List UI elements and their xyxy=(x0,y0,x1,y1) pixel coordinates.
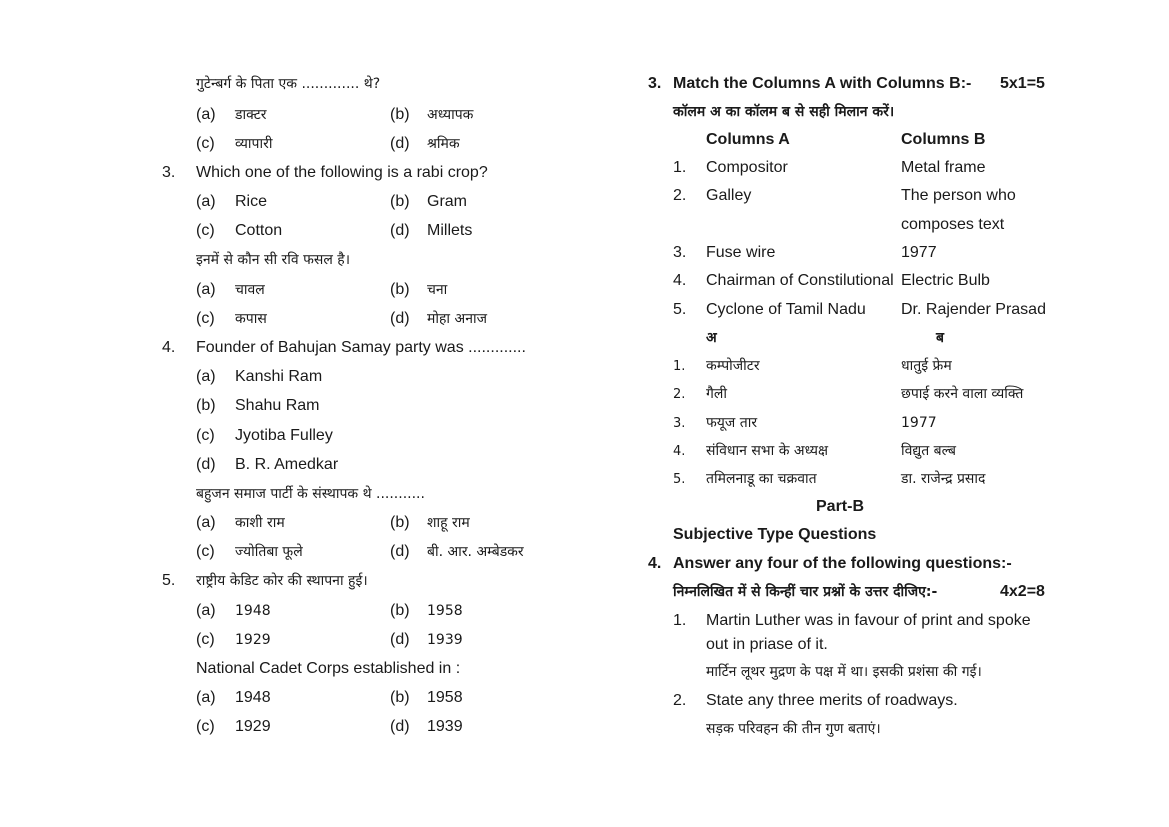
option-text: Gram xyxy=(427,193,467,210)
column-a-header: Columns A xyxy=(706,131,790,148)
question-title-hindi: निम्नलिखित में से किन्हीं चार प्रश्नों के उत्तर दीजिए:- xyxy=(673,584,938,600)
row-number: 4. xyxy=(673,272,687,289)
column-b-cell: The person who xyxy=(901,187,1016,204)
option-label: (b) xyxy=(196,397,216,414)
row-number: 2. xyxy=(673,187,687,204)
item-text: State any three merits of roadways. xyxy=(706,692,958,709)
column-b-cell: विद्युत बल्ब xyxy=(901,443,956,459)
option-text: 1958 xyxy=(427,603,463,619)
option-text: मोहा अनाज xyxy=(427,311,487,327)
question-title: Match the Columns A with Columns B:- xyxy=(673,75,972,92)
question-stem-hindi: गुटेन्बर्ग के पिता एक ............. थे? xyxy=(196,76,381,92)
option-label: (b) xyxy=(390,106,410,123)
option-label: (a) xyxy=(196,368,216,385)
column-a-cell: Fuse wire xyxy=(706,244,776,261)
option-label: (c) xyxy=(196,310,215,327)
item-number: 2. xyxy=(673,692,687,709)
option-text: 1958 xyxy=(427,689,463,706)
row-number: 5. xyxy=(673,301,687,318)
option-text: Millets xyxy=(427,222,473,239)
question-number: 4. xyxy=(162,339,176,356)
option-text: व्यापारी xyxy=(235,136,273,152)
option-label: (d) xyxy=(390,222,410,239)
column-b-cell-continued: composes text xyxy=(901,216,1005,233)
option-label: (a) xyxy=(196,602,216,619)
column-a-cell: Cyclone of Tamil Nadu xyxy=(706,301,866,318)
option-label: (b) xyxy=(390,602,410,619)
column-b-cell: 1977 xyxy=(901,415,937,431)
option-text: काशी राम xyxy=(235,515,285,531)
section-subtitle: Subjective Type Questions xyxy=(673,526,877,543)
column-b-cell: 1977 xyxy=(901,244,937,261)
column-b-cell: Electric Bulb xyxy=(901,272,990,289)
option-label: (c) xyxy=(196,222,215,239)
option-text: 1948 xyxy=(235,603,271,619)
row-number: 3. xyxy=(673,244,687,261)
column-a-cell: Chairman of Constilutional xyxy=(706,272,894,289)
option-text: अध्यापक xyxy=(427,107,474,123)
column-b-cell: छपाई करने वाला व्यक्ति xyxy=(901,386,1024,402)
column-a-header-hindi: अ xyxy=(706,330,717,346)
option-label: (c) xyxy=(196,135,215,152)
question-stem-hindi: इनमें से कौन सी रवि फसल है। xyxy=(196,252,351,268)
column-b-header-hindi: ब xyxy=(936,330,944,346)
option-text: 1939 xyxy=(427,632,463,648)
row-number: 1. xyxy=(673,159,687,176)
item-text-hindi: सड़क परिवहन की तीन गुण बताएं। xyxy=(706,721,881,737)
section-title: Part-B xyxy=(816,498,865,515)
option-label: (c) xyxy=(196,718,215,735)
option-text: 1948 xyxy=(235,689,271,706)
item-text-continued: out in priase of it. xyxy=(706,636,828,653)
option-text: 1929 xyxy=(235,632,271,648)
column-b-header: Columns B xyxy=(901,131,986,148)
option-text: B. R. Amedkar xyxy=(235,456,339,473)
option-text: 1939 xyxy=(427,718,463,735)
question-number: 3. xyxy=(648,75,662,92)
question-title: Answer any four of the following questions:- xyxy=(673,555,1012,572)
question-stem: National Cadet Corps established in : xyxy=(196,660,461,677)
column-a-cell: संविधान सभा के अध्यक्ष xyxy=(706,443,829,459)
option-text: शाहू राम xyxy=(427,515,470,531)
option-label: (d) xyxy=(390,543,410,560)
marks-label: 4x2=8 xyxy=(1000,583,1045,600)
column-b-cell: Dr. Rajender Prasad xyxy=(901,301,1046,318)
item-number: 1. xyxy=(673,612,687,629)
option-text: कपास xyxy=(235,311,267,327)
option-text: चावल xyxy=(235,282,265,298)
option-text: चना xyxy=(427,282,448,298)
column-a-cell: Compositor xyxy=(706,159,788,176)
option-label: (a) xyxy=(196,281,216,298)
item-text: Martin Luther was in favour of print and spoke xyxy=(706,612,1031,629)
option-text: डाक्टर xyxy=(235,107,267,123)
question-title-hindi: कॉलम अ का कॉलम ब से सही मिलान करें। xyxy=(673,104,895,120)
option-label: (c) xyxy=(196,427,215,444)
option-text: बी. आर. अम्बेडकर xyxy=(427,544,524,560)
option-text: Jyotiba Fulley xyxy=(235,427,333,444)
row-number: 2. xyxy=(673,387,686,402)
question-number: 3. xyxy=(162,164,176,181)
question-number: 5. xyxy=(162,572,176,589)
option-label: (b) xyxy=(390,193,410,210)
option-label: (a) xyxy=(196,514,216,531)
question-stem-hindi: राष्ट्रीय केडिट कोर की स्थापना हुई। xyxy=(196,573,368,589)
column-a-cell: Galley xyxy=(706,187,752,204)
option-label: (d) xyxy=(390,135,410,152)
column-a-cell: गैली xyxy=(706,386,727,402)
option-label: (b) xyxy=(390,689,410,706)
option-label: (c) xyxy=(196,631,215,648)
option-text: Shahu Ram xyxy=(235,397,320,414)
column-a-cell: फयूज तार xyxy=(706,415,758,431)
option-label: (b) xyxy=(390,281,410,298)
column-b-cell: धातुई फ्रेम xyxy=(901,358,952,374)
option-text: ज्योतिबा फूले xyxy=(235,544,303,560)
option-text: Cotton xyxy=(235,222,283,239)
option-text: श्रमिक xyxy=(427,136,460,152)
option-label: (d) xyxy=(390,631,410,648)
column-a-cell: कम्पोजीटर xyxy=(706,358,760,374)
column-a-cell: तमिलनाडू का चक्रवात xyxy=(706,471,817,487)
option-label: (d) xyxy=(390,310,410,327)
row-number: 1. xyxy=(673,359,686,374)
row-number: 4. xyxy=(673,444,686,459)
option-label: (d) xyxy=(390,718,410,735)
question-stem: Founder of Bahujan Samay party was ............. xyxy=(196,339,526,356)
option-text: 1929 xyxy=(235,718,271,735)
row-number: 5. xyxy=(673,472,686,487)
option-label: (b) xyxy=(390,514,410,531)
marks-label: 5x1=5 xyxy=(1000,75,1045,92)
question-stem: Which one of the following is a rabi crop? xyxy=(196,164,488,181)
option-label: (a) xyxy=(196,193,216,210)
item-text-hindi: मार्टिन लूथर मुद्रण के पक्ष में था। इसकी प्रशंसा की गई। xyxy=(706,664,982,680)
column-b-cell: Metal frame xyxy=(901,159,986,176)
option-label: (a) xyxy=(196,689,216,706)
option-label: (a) xyxy=(196,106,216,123)
row-number: 3. xyxy=(673,416,686,431)
option-label: (d) xyxy=(196,456,216,473)
option-label: (c) xyxy=(196,543,215,560)
column-b-cell: डा. राजेन्द्र प्रसाद xyxy=(901,471,986,487)
question-stem-hindi: बहुजन समाज पार्टी के संस्थापक थे ........... xyxy=(196,486,425,502)
option-text: Kanshi Ram xyxy=(235,368,323,385)
question-number: 4. xyxy=(648,555,662,572)
option-text: Rice xyxy=(235,193,268,210)
